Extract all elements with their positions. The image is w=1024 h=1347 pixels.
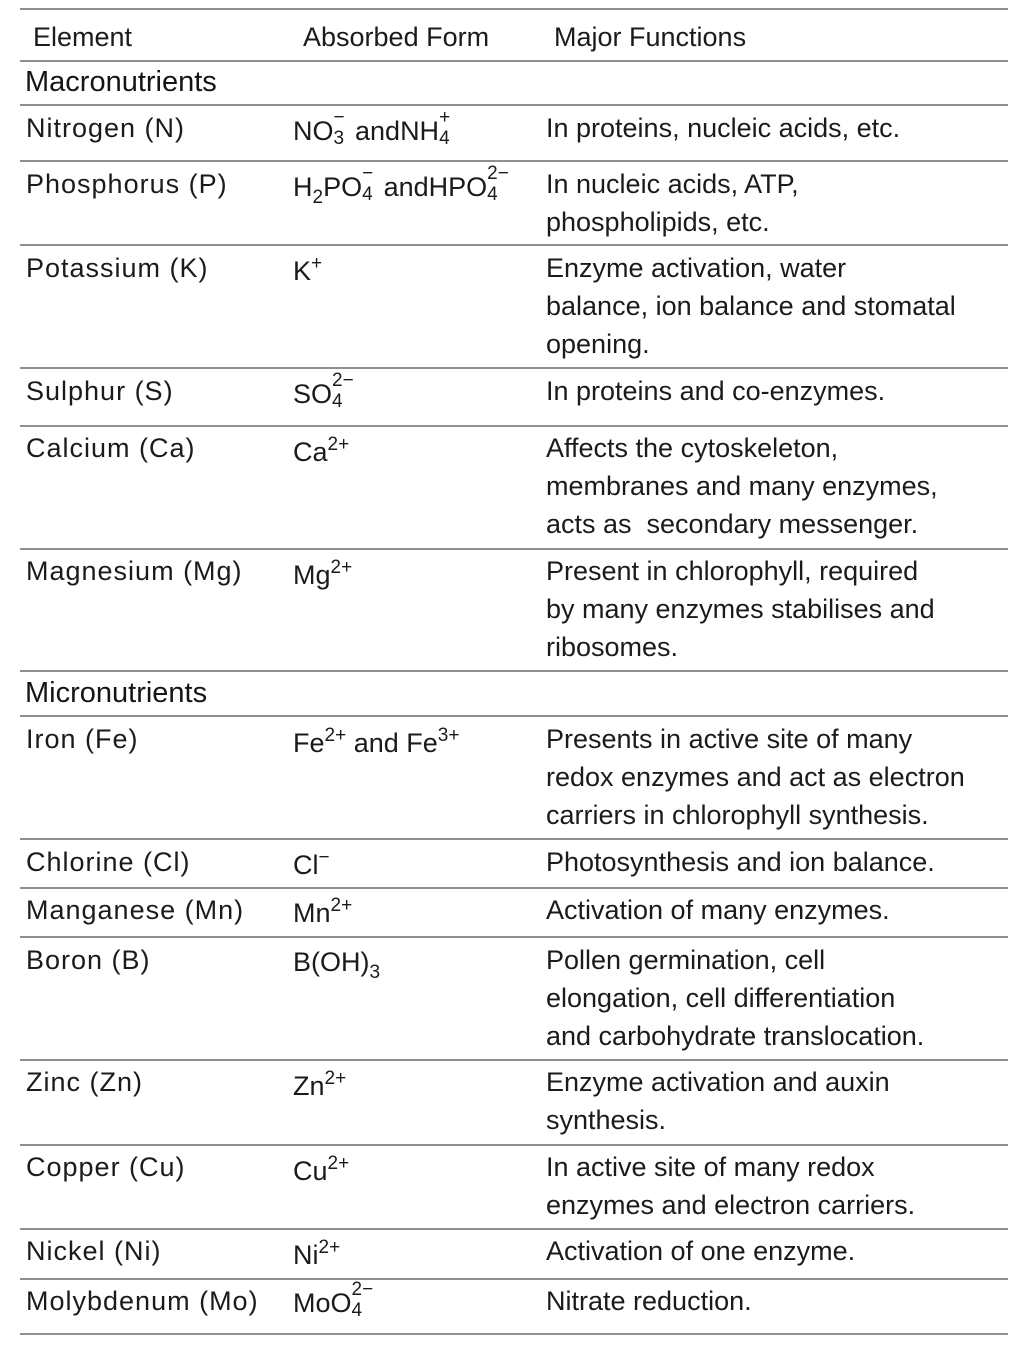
element-magnesium: Magnesium (Mg) (26, 556, 243, 586)
element-zinc: Zinc (Zn) (26, 1067, 143, 1097)
function-iron: Presents in active site of many redox enzymes and act as electron carriers in chlorophyll synthesis. (546, 724, 965, 830)
function-zinc: Enzyme activation and auxin synthesis. (546, 1067, 890, 1135)
function-chlorine: Photosynthesis and ion balance. (546, 847, 935, 877)
form-zinc: $Zn^{2+}$ (293, 1068, 347, 1101)
element-chlorine: Chlorine (Cl) (26, 847, 191, 877)
rule-row (20, 367, 1008, 369)
element-phosphorus: Phosphorus (P) (26, 169, 228, 199)
element-nitrogen: Nitrogen (N) (26, 113, 186, 143)
form-phosphorus: $H_2PO$ − 4 andHPO 2− 4 (293, 168, 511, 206)
rule-row (20, 244, 1008, 246)
function-boron: Pollen germination, cell elongation, cell differentiation and carbohydrate translocation. (546, 945, 925, 1051)
rule-row (20, 1278, 1008, 1280)
rule-row (20, 1059, 1008, 1061)
formula-charge: 2− 4 (487, 163, 509, 205)
function-potassium: Enzyme activation, water balance, ion balance and stomatal opening. (546, 253, 956, 359)
formula-charge: 2− 4 (332, 370, 354, 412)
rule-bottom (20, 1333, 1008, 1335)
rule-micro-section (20, 715, 1008, 717)
form-calcium: $Ca^{2+}$ (293, 434, 350, 467)
function-sulphur: In proteins and co-enzymes. (546, 376, 886, 406)
rule-row (20, 838, 1008, 840)
rule-row (20, 1228, 1008, 1230)
element-boron: Boron (B) (26, 945, 151, 975)
function-phosphorus: In nucleic acids, ATP, phospholipids, etc. (546, 169, 799, 237)
form-boron: $B(OH)_3$ (293, 947, 381, 983)
element-copper: Copper (Cu) (26, 1152, 186, 1182)
formula-text: NO (293, 116, 334, 146)
rule-header (20, 60, 1008, 62)
form-copper: $Cu^{2+}$ (293, 1153, 350, 1186)
form-potassium: K+ (293, 253, 323, 286)
function-calcium: Affects the cytoskeleton, membranes and many enzymes, acts as secondary messenger. (546, 433, 938, 539)
formula-and: and (347, 116, 401, 146)
section-micronutrients: Micronutrients (25, 677, 208, 709)
rule-row (20, 548, 1008, 550)
form-sulphur: SO 2− 4 (293, 375, 356, 413)
function-nitrogen: In proteins, nucleic acids, etc. (546, 113, 901, 143)
form-nickel: $Ni^{2+}$ (293, 1237, 341, 1270)
formula-charge: − 3 (333, 107, 345, 149)
rule-row (20, 887, 1008, 889)
formula-charge: 2− 4 (351, 1279, 374, 1321)
element-molybdenum: Molybdenum (Mo) (26, 1286, 259, 1316)
header-absorbed-form: Absorbed Form (303, 22, 490, 52)
formula-charge: + 4 (439, 107, 451, 149)
function-copper: In active site of many redox enzymes and electron carriers. (546, 1152, 916, 1220)
rule-macro-section (20, 104, 1008, 106)
section-macronutrients: Macronutrients (25, 66, 217, 98)
rule-row (20, 425, 1008, 427)
element-sulphur: Sulphur (S) (26, 376, 174, 406)
form-chlorine: Cl− (293, 847, 330, 880)
form-molybdenum: MoO 2− 4 (293, 1284, 376, 1322)
element-nickel: Nickel (Ni) (26, 1236, 162, 1266)
element-manganese: Manganese (Mn) (26, 895, 245, 925)
function-manganese: Activation of many enzymes. (546, 895, 890, 925)
element-calcium: Calcium (Ca) (26, 433, 196, 463)
header-major-functions: Major Functions (554, 22, 747, 52)
function-molybdenum: Nitrate reduction. (546, 1286, 752, 1316)
rule-row (20, 670, 1008, 672)
formula-charge: − 4 (362, 163, 374, 205)
form-manganese: $Mn^{2+}$ (293, 895, 353, 928)
rule-row (20, 1144, 1008, 1146)
header-element: Element (33, 22, 133, 52)
element-iron: Iron (Fe) (26, 724, 139, 754)
element-potassium: Potassium (K) (26, 253, 209, 283)
rule-row (20, 936, 1008, 938)
formula-text: NH (400, 116, 440, 146)
rule-row (20, 160, 1008, 162)
function-nickel: Activation of one enzyme. (546, 1236, 856, 1266)
form-nitrogen (293, 107, 453, 150)
rule-top (20, 8, 1008, 10)
form-iron: $Fe^{2+}$ and $Fe^{3+}$ (293, 725, 460, 758)
function-magnesium: Present in chlorophyll, required by many enzymes stabilises and ribosomes. (546, 556, 935, 662)
form-magnesium: $Mg^{2+}$ (293, 557, 353, 590)
